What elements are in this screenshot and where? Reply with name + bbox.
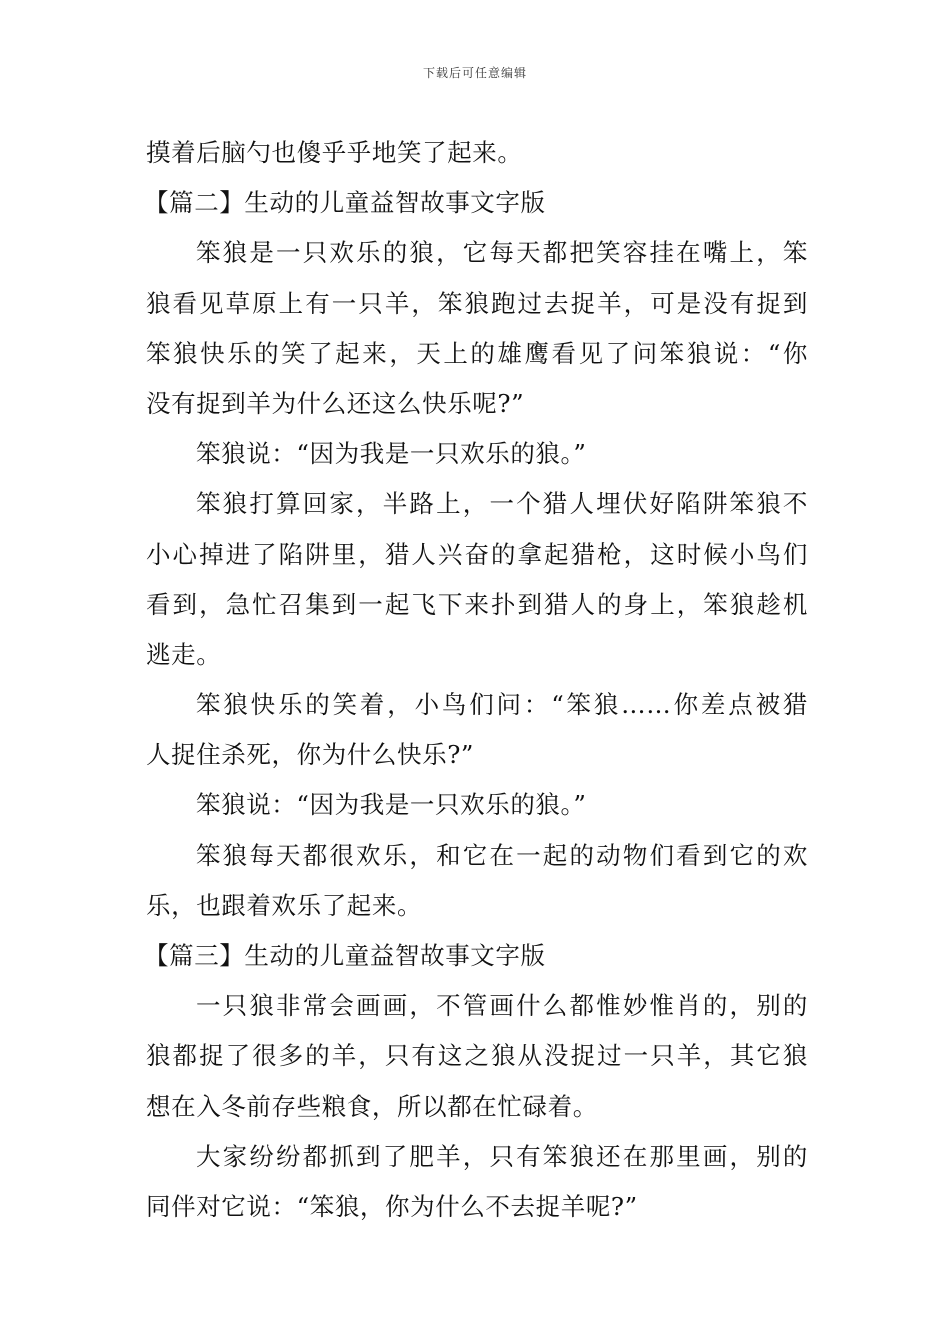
- text-line: 人捉住杀死，你为什么快乐?”: [146, 740, 475, 770]
- text-line: 想在入冬前存些粮食，所以都在忙碌着。: [146, 1091, 598, 1121]
- text-line: 狼看见草原上有一只羊，笨狼跑过去捉羊，可是没有捉到: [146, 288, 808, 318]
- text-line: 狼都捉了很多的羊，只有这之狼从没捉过一只羊，其它狼: [146, 1041, 808, 1071]
- section-heading: 【篇二】生动的儿童益智故事文字版: [144, 188, 546, 218]
- text-line: 笨狼是一只欢乐的狼，它每天都把笑容挂在嘴上，笨: [196, 238, 808, 268]
- text-line: 笨狼快乐的笑着，小鸟们问：“笨狼……你差点被猎: [196, 690, 808, 720]
- text-line: 乐，也跟着欢乐了起来。: [146, 890, 423, 920]
- text-line: 小心掉进了陷阱里，猎人兴奋的拿起猎枪，这时候小鸟们: [146, 539, 808, 569]
- text-line: 没有捉到羊为什么还这么快乐呢?”: [146, 388, 525, 418]
- text-line: 笨狼快乐的笑了起来，天上的雄鹰看见了问笨狼说：“你: [146, 338, 808, 368]
- text-line: 逃走。: [146, 639, 222, 669]
- text-line: 笨狼说：“因为我是一只欢乐的狼。”: [196, 439, 587, 469]
- text-line: 同伴对它说：“笨狼，你为什么不去捉羊呢?”: [146, 1191, 638, 1221]
- text-line: 笨狼打算回家，半路上，一个猎人埋伏好陷阱笨狼不: [196, 489, 808, 519]
- text-line: 大家纷纷都抓到了肥羊，只有笨狼还在那里画，别的: [196, 1141, 808, 1171]
- text-line: 摸着后脑勺也傻乎乎地笑了起来。: [146, 138, 523, 167]
- text-line: 笨狼说：“因为我是一只欢乐的狼。”: [196, 790, 587, 820]
- text-line: 看到，急忙召集到一起飞下来扑到猎人的身上，笨狼趁机: [146, 589, 808, 619]
- document-body: [146, 128, 808, 1232]
- page-header: 下载后可任意编辑: [422, 66, 527, 80]
- section-heading: 【篇三】生动的儿童益智故事文字版: [144, 941, 546, 970]
- text-line: 一只狼非常会画画，不管画什么都惟妙惟肖的，别的: [196, 991, 808, 1021]
- text-line: 笨狼每天都很欢乐，和它在一起的动物们看到它的欢: [196, 840, 808, 870]
